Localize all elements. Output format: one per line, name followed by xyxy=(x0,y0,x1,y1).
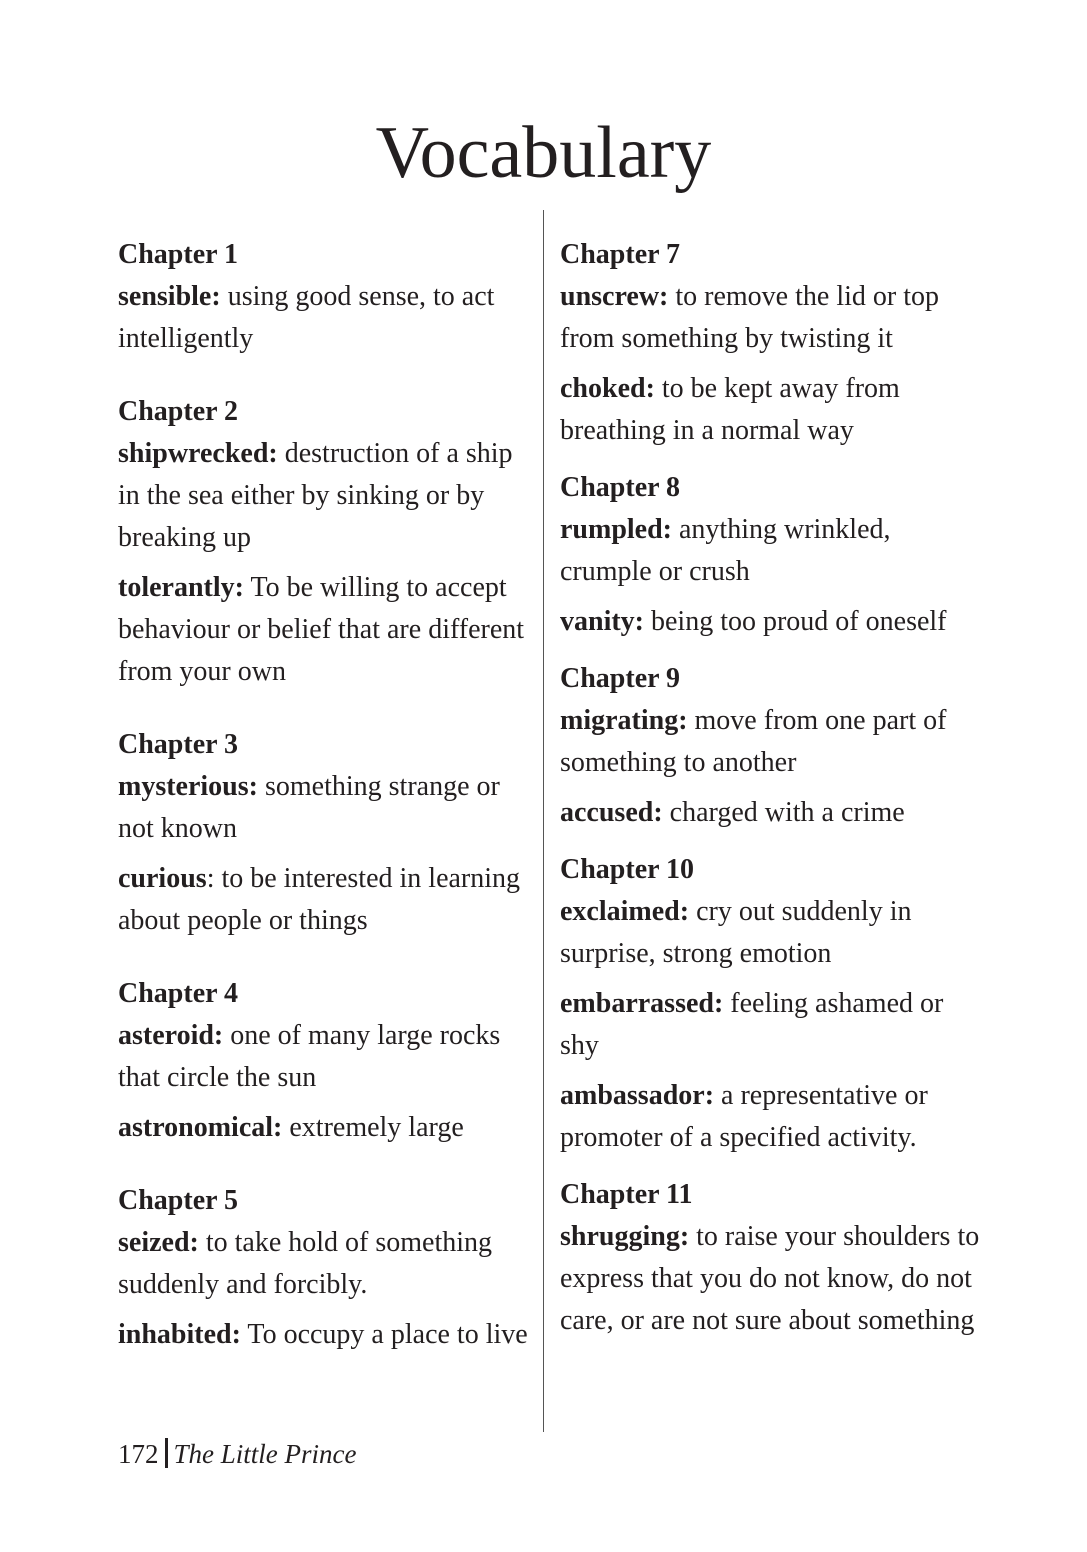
vocab-term: rumpled: xyxy=(560,514,672,545)
page-number: 172 xyxy=(118,1439,159,1469)
vocab-entry xyxy=(560,368,980,452)
vocab-term: choked: xyxy=(560,373,655,404)
chapter-heading: Chapter 10 xyxy=(560,854,695,885)
vocab-entry xyxy=(118,1222,533,1306)
chapter-section xyxy=(560,234,980,452)
vocab-term: unscrew: xyxy=(560,281,669,312)
chapter-section xyxy=(118,973,533,1149)
vocab-definition: feeling ashamed or shy xyxy=(560,988,944,1061)
vocab-entry xyxy=(560,1075,980,1159)
vocab-term: mysterious: xyxy=(118,771,258,802)
vocab-term: shipwrecked: xyxy=(118,438,278,469)
vocab-entry xyxy=(560,983,980,1067)
right-column xyxy=(560,234,980,1342)
vocab-entry xyxy=(560,792,980,834)
vocab-definition: charged with a crime xyxy=(662,797,905,828)
vocab-entry xyxy=(560,1216,980,1342)
vocab-definition: to remove the lid or top from something by twisting it xyxy=(560,281,939,354)
chapter-section xyxy=(118,724,533,942)
vocab-entry xyxy=(118,1015,533,1099)
chapter-heading: Chapter 11 xyxy=(560,1179,693,1210)
vocab-term: migrating: xyxy=(560,705,688,736)
vocab-term: shrugging: xyxy=(560,1221,690,1252)
chapter-section xyxy=(118,234,533,360)
book-title: The Little Prince xyxy=(173,1439,357,1469)
vocab-entry xyxy=(560,509,980,593)
vocab-term: curious xyxy=(118,863,207,894)
vocab-definition: To occupy a place to live xyxy=(240,1319,528,1350)
vocab-definition: to be kept away from breathing in a normal way xyxy=(560,373,900,446)
vocab-definition: cry out suddenly in surprise, strong emotion xyxy=(560,896,912,969)
vocab-term: ambassador: xyxy=(560,1080,715,1111)
vocab-definition: to take hold of something suddenly and forcibly. xyxy=(118,1227,493,1300)
chapter-section xyxy=(118,1180,533,1356)
page-title: Vocabulary xyxy=(375,112,712,194)
vocab-entry xyxy=(118,1314,533,1356)
vocab-definition: move from one part of something to another xyxy=(560,705,947,778)
vocab-entry xyxy=(560,700,980,784)
chapter-heading: Chapter 2 xyxy=(118,396,239,427)
chapter-section xyxy=(560,467,980,643)
chapter-heading: Chapter 9 xyxy=(560,663,681,694)
vocab-term: seized: xyxy=(118,1227,199,1258)
vocab-entry xyxy=(118,276,533,360)
chapter-section xyxy=(560,849,980,1159)
vocab-entry xyxy=(560,601,980,643)
vocab-entry xyxy=(560,891,980,975)
footer-separator xyxy=(165,1438,168,1468)
vocab-definition: anything wrinkled, crumple or crush xyxy=(560,514,891,587)
vocab-entry xyxy=(118,433,533,559)
vocab-definition: one of many large rocks that circle the sun xyxy=(118,1020,501,1093)
vocab-term: asteroid: xyxy=(118,1020,224,1051)
vocab-entry xyxy=(560,276,980,360)
vocab-term: accused: xyxy=(560,797,663,828)
vocab-term: sensible: xyxy=(118,281,221,312)
column-divider xyxy=(543,210,544,1432)
chapter-heading: Chapter 8 xyxy=(560,472,681,503)
chapter-section xyxy=(118,391,533,693)
vocab-entry xyxy=(118,766,533,850)
page-footer xyxy=(118,1434,356,1474)
vocab-term: vanity: xyxy=(560,606,644,637)
vocab-definition: using good sense, to act intelligently xyxy=(118,281,495,354)
vocab-definition: a representative or promoter of a specified activity. xyxy=(560,1080,928,1153)
chapter-heading: Chapter 4 xyxy=(118,978,239,1009)
vocab-definition: destruction of a ship in the sea either by sinking or by breaking up xyxy=(118,438,513,553)
vocab-entry xyxy=(118,858,533,942)
vocab-definition: extremely large xyxy=(282,1112,464,1143)
vocab-term: inhabited: xyxy=(118,1319,241,1350)
vocab-entry xyxy=(118,567,533,693)
chapter-heading: Chapter 3 xyxy=(118,729,239,760)
vocab-term: tolerantly: xyxy=(118,572,244,603)
chapter-heading: Chapter 5 xyxy=(118,1185,239,1216)
vocab-definition: : to be interested in learning about people or things xyxy=(118,863,521,936)
chapter-heading: Chapter 1 xyxy=(118,239,239,270)
vocab-entry xyxy=(118,1107,533,1149)
vocab-term: exclaimed: xyxy=(560,896,690,927)
chapter-heading: Chapter 7 xyxy=(560,239,681,270)
vocab-definition: being too proud of oneself xyxy=(644,606,947,637)
left-column xyxy=(118,234,533,1356)
vocab-term: astronomical: xyxy=(118,1112,283,1143)
vocab-definition: something strange or not known xyxy=(118,771,500,844)
vocab-term: embarrassed: xyxy=(560,988,724,1019)
vocab-definition: to raise your shoulders to express that you do not know, do not care, or are not sure about something xyxy=(560,1221,980,1336)
vocab-definition: To be willing to accept behaviour or belief that are different from your own xyxy=(118,572,525,687)
chapter-section xyxy=(560,658,980,834)
chapter-section xyxy=(560,1174,980,1342)
